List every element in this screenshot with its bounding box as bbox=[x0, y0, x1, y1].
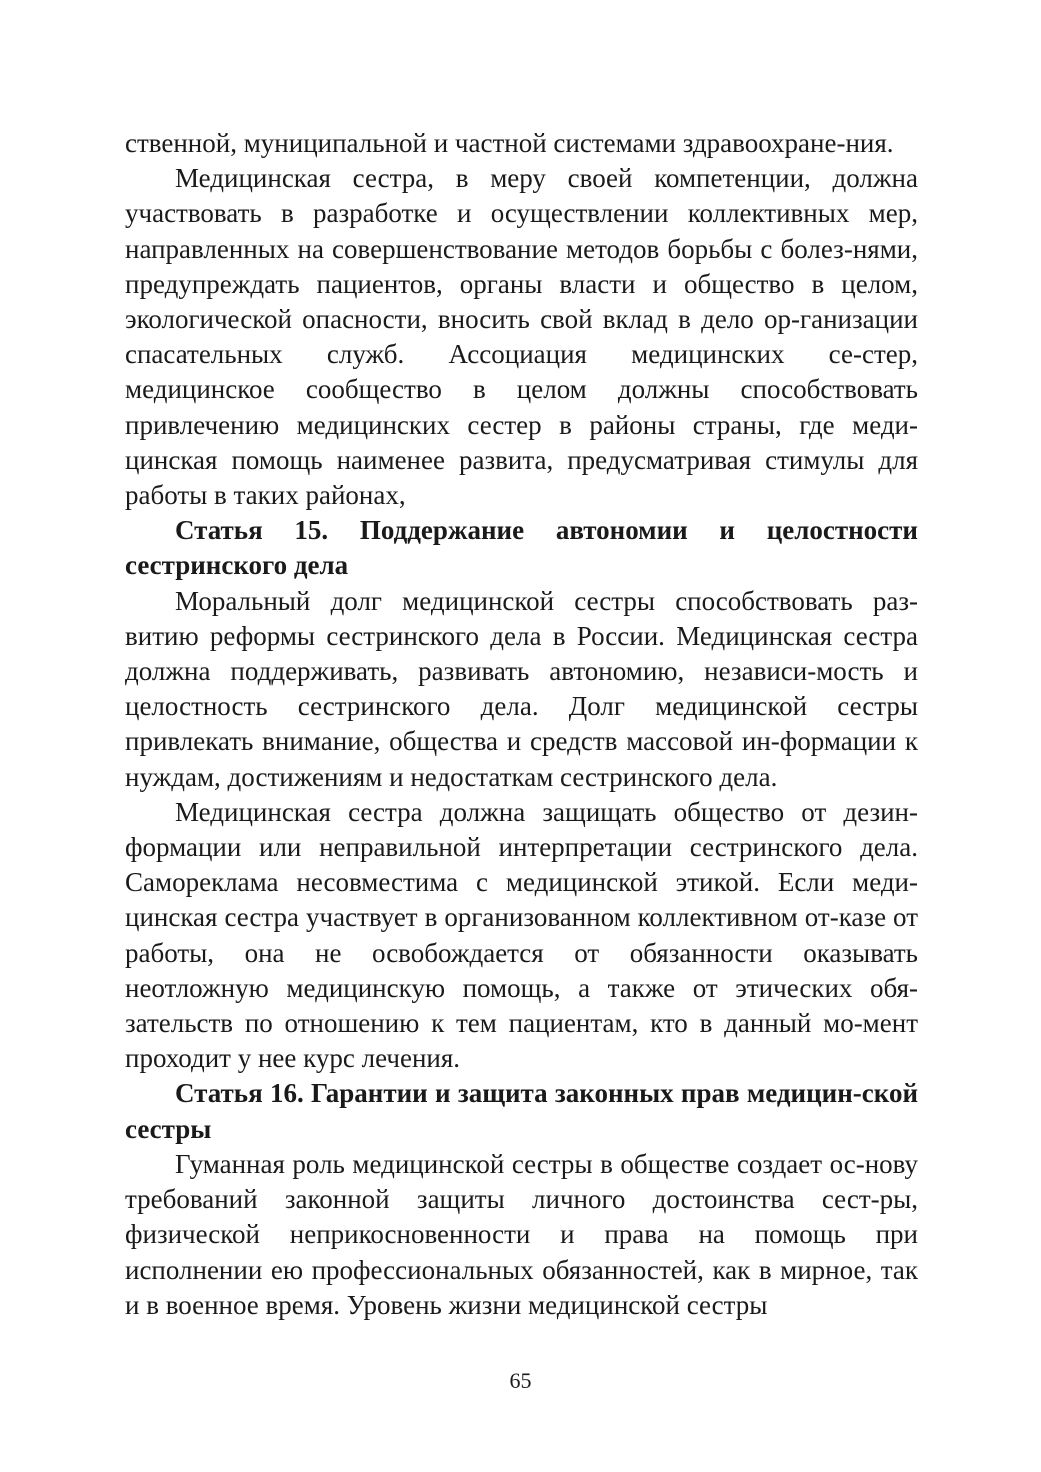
paragraph-continuation: ственной, муниципальной и частной системами здравоохране-ния. bbox=[125, 128, 894, 158]
paragraph-nurse-competence: Медицинская сестра, в меру своей компетенции, должна участвовать в разработке и осуществлении коллективных мер, направленных на совершенствование методов борьбы с болез-нями, предупреждать пациентов, органы власти и общество в целом, экологической опасности, вносить свой вклад в дело ор-ганизации спасательных служб. Ассоциация медицинских се-стер, медицинское сообщество в целом должны способствовать привлечению медицинских сестер в районы страны, где меди-цинская помощь наименее развита, предусматривая стимулы для работы в таких районах, bbox=[125, 163, 918, 511]
page-number: 65 bbox=[509, 1368, 532, 1393]
paragraph-humane-role: Гуманная роль медицинской сестры в обществе создает ос-нову требований законной защиты личного достоинства сест-ры, физической неприкосновенности и права на помощь при исполнении ею профессиональных обязанностей, как в мирное, так и в военное время. Уровень жизни медицинской сестры bbox=[125, 1148, 918, 1320]
paragraph-protect-society: Медицинская сестра должна защищать общество от дезин-формации или неправильной интерпретации сестринского дела. Самореклама несовместима с медицинской этикой. Если меди-цинская сестра участвует в организованном коллективном от-казе от работы, она не освобождается от обязанности оказывать неотложную медицинскую помощь, а также от этических обя-зательств по отношению к тем пациентам, кто в данный мо-мент проходит у нее курс лечения. bbox=[125, 796, 918, 1074]
page-body-text bbox=[125, 126, 918, 1323]
article-16-heading: Статья 16. Гарантии и защита законных прав медицин-ской сестры bbox=[125, 1078, 918, 1144]
article-15-heading: Статья 15. Поддержание автономии и целостности сестринского дела bbox=[125, 515, 918, 581]
paragraph-moral-duty: Моральный долг медицинской сестры способствовать раз-витию реформы сестринского дела в России. Медицинская сестра должна поддерживать, развивать автономию, независи-мость и целостность сестринского дела. Долг медицинской сестры привлекать внимание, общества и средств массовой ин-формации к нуждам, достижениям и недостаткам сестринского дела. bbox=[125, 585, 918, 792]
